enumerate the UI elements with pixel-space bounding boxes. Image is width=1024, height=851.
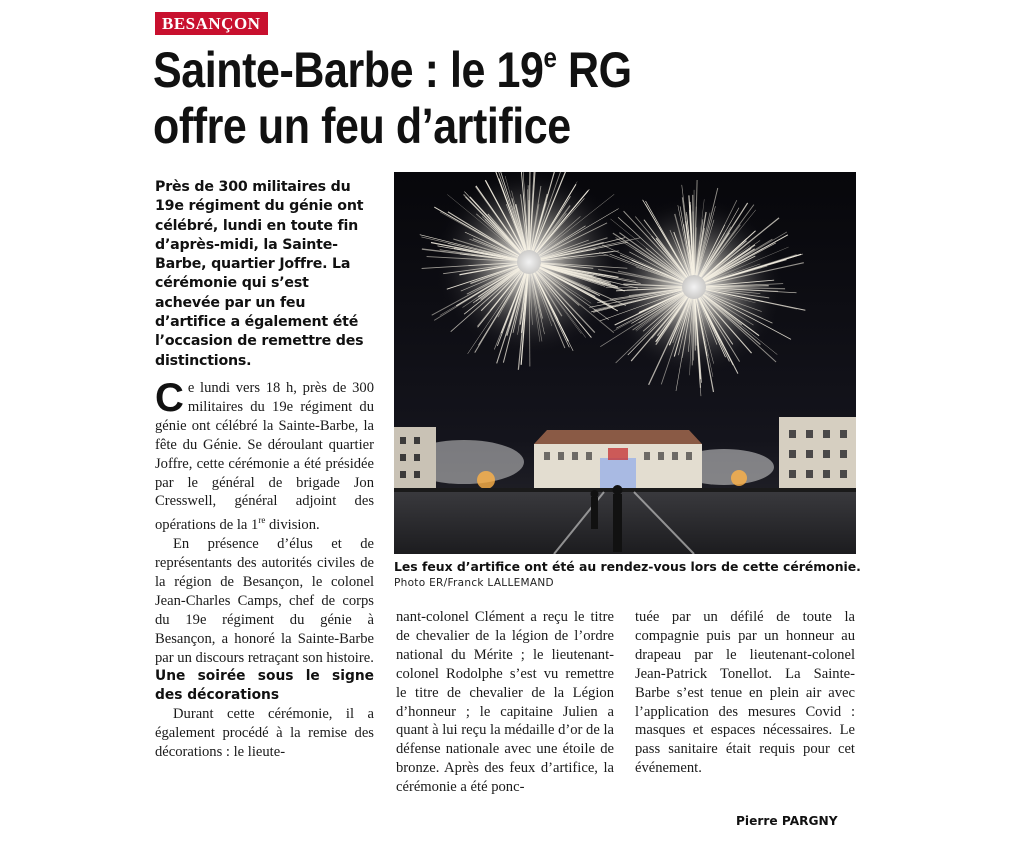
headline-line2: offre un feu d’artifice bbox=[153, 98, 571, 154]
paragraph-3: Durant cette cérémonie, il a également procédé à la remise des décorations : le lieute- bbox=[155, 706, 374, 761]
section-tag: BESANÇON bbox=[155, 12, 268, 35]
fireworks-photo bbox=[394, 172, 856, 554]
photo-caption: Les feux d’artifice ont été au rendez-vous lors de cette cérémonie. bbox=[394, 559, 861, 574]
subheading: Une soirée sous le signe des décorations bbox=[155, 668, 374, 704]
column-2-text: nant-colonel Clément a reçu le titre de chevalier de la légion de l’ordre national du Mérite ; le lieutenant-colonel Rodolphe s’est vu remettre le titre de chevalier de la Légion d’honneur ; le capitaine Julien a quant à lui reçu la médaille d’or de la défense nationale avec une étoile de bronze. Après des feux d’artifice, la cérémonie a été ponc- bbox=[396, 609, 615, 796]
article-column-2 bbox=[396, 608, 614, 797]
paragraph-2: En présence d’élus et de représentants des autorités civiles de la région de Besançon, le colonel Jean-Charles Camps, chef de corps du 19e régiment du génie à Besançon, a honoré la Sainte-Barbe par un discours retraçant son histoire. bbox=[155, 536, 374, 666]
article-column-1 bbox=[155, 376, 374, 762]
headline bbox=[153, 42, 772, 154]
paragraph-1: Ce lundi vers 18 h, près de 300 militaires du 19e régiment du génie ont célébré la Sainte-Barbe, la fête du Génie. Se déroulant quartier Joffre, cette cérémonie a été présidée par le général de brigade Jon Cresswell, général adjoint des opérations de la 1re division. bbox=[155, 376, 374, 534]
lead-paragraph: Près de 300 militaires du 19e régiment du génie ont célébré, lundi en toute fin d’après-midi, la Sainte-Barbe, quartier Joffre. La cérémonie qui s’est achevée par un feu d’artifice a également été l’occasion de remettre des distinctions. bbox=[155, 179, 364, 369]
drop-cap: C bbox=[155, 376, 184, 420]
fireworks-illustration bbox=[394, 172, 856, 554]
author-byline: Pierre PARGNY bbox=[736, 814, 838, 828]
article-column-3 bbox=[635, 608, 855, 778]
photo-credit: Photo ER/Franck LALLEMAND bbox=[394, 577, 554, 589]
headline-line1: Sainte-Barbe : le 19e RG bbox=[153, 42, 632, 98]
column-3-text: tuée par un défilé de toute la compagnie puis par un honneur au drapeau par le lieutenant-colonel Jean-Patrick Tonellot. La Sainte-Barbe s’est tenue en plein air avec l’application des mesures Covid : masques et espaces nécessaires. Le pass sanitaire était requis pour cet événement. bbox=[635, 609, 855, 777]
